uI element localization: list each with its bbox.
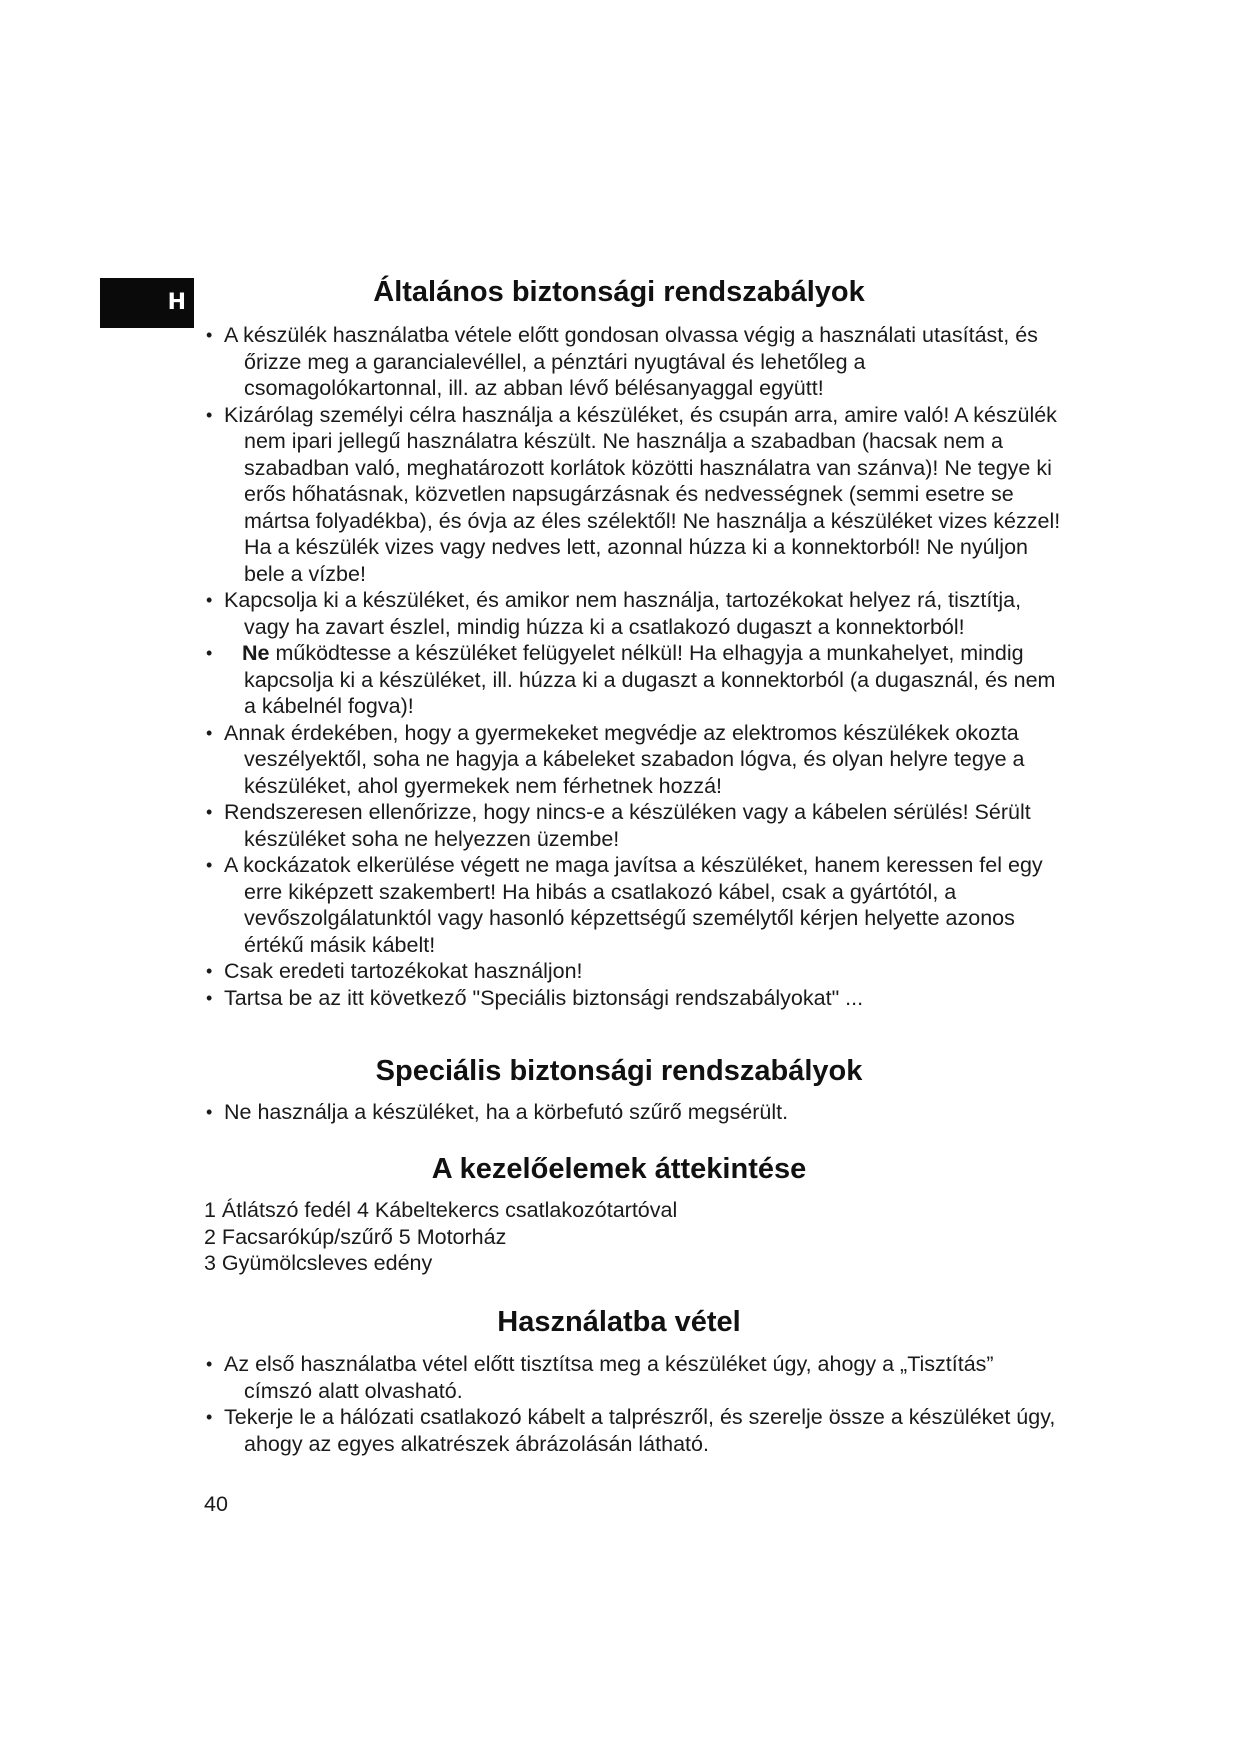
list-item: • Csak eredeti tartozékokat használjon! [204, 958, 1064, 985]
controls-line: 1 Átlátszó fedél 4 Kábeltekercs csatlakozótartóval [204, 1198, 678, 1222]
page-number: 40 [204, 1492, 228, 1516]
list-item-text: működtesse a készüléket felügyelet nélkül! Ha elhagyja a munkahelyet, mindig kapcsolja ki a készüléket, ill. húzza ki a dugaszt a konnektorból (a dugasznál, és nem a kábelnél fogva)! [244, 641, 1056, 718]
list-item: • A készülék használatba vétele előtt gondosan olvassa végig a használati utasítást, és őrizze meg a garancialevéllel, a pénztári nyugtával és lehetőleg a csomagolókartonnal, ill. az abban lévő bélésanyaggal együtt! [204, 322, 1064, 402]
controls-line: 3 Gyümölcsleves edény [204, 1251, 433, 1275]
list-item: • Annak érdekében, hogy a gyermekeket megvédje az elektromos készülékek okozta veszélyektől, soha ne hagyja a kábeleket szabadon lógva, és olyan helyre tegye a készüléket, ahol gyermekek nem férhetnek hozzá! [204, 720, 1064, 800]
list-item: • Ne használja a készüléket, ha a körbefutó szűrő megsérült. [204, 1099, 1064, 1126]
section-title-special: Speciális biztonsági rendszabályok [375, 1055, 863, 1087]
general-safety-list [204, 322, 1064, 1011]
list-item: • Kizárólag személyi célra használja a készüléket, és csupán arra, amire való! A készülék nem ipari jellegű használatra készült. Ne használja a szabadban (hacsak nem a szabadban való, meghatározott korlátok közötti használatra van szánva)! Ne tegye ki erős hőhatásnak, közvetlen napsugárzásnak és nedvességnek (semmi esetre se mártsa folyadékba), és óvja az éles szélektől! Ne használja a készüléket vizes kézzel! Ha a készülék vizes vagy nedves lett, azonnal húzza ki a konnektorból! Ne nyúljon bele a vízbe! [204, 402, 1064, 588]
emphasis-ne: Ne [242, 641, 270, 665]
list-item: • Rendszeresen ellenőrizze, hogy nincs-e a készüléken vagy a kábelen sérülés! Sérült készüléket soha ne helyezzen üzembe! [204, 799, 1064, 852]
list-item: • Az első használatba vétel előtt tisztítsa meg a készüléket úgy, ahogy a „Tisztítás” címszó alatt olvasható. [204, 1351, 1064, 1404]
language-tab: H [100, 278, 194, 328]
controls-line: 2 Facsarókúp/szűrő 5 Motorház [204, 1224, 507, 1249]
controls-list [204, 1197, 1064, 1277]
special-safety-list [204, 1099, 1064, 1126]
usage-list [204, 1351, 1064, 1457]
section-title-general: Általános biztonsági rendszabályok [373, 276, 865, 308]
list-item: • Tartsa be az itt következő "Speciális biztonsági rendszabályokat" ... [204, 985, 1064, 1012]
section-title-controls: A kezelőelemek áttekintése [431, 1153, 807, 1185]
list-item: • A kockázatok elkerülése végett ne maga javítsa a készüléket, hanem keressen fel egy erre kiképzett szakembert! Ha hibás a csatlakozó kábel, csak a gyártótól, a vevőszolgálatunktól vagy hasonló képzettségű személytől kérjen helyette azonos értékű másik kábelt! [204, 852, 1064, 958]
list-item [204, 640, 1064, 720]
list-item: • Kapcsolja ki a készüléket, és amikor nem használja, tartozékokat helyez rá, tisztítja, vagy ha zavart észlel, mindig húzza ki a csatlakozó dugaszt a konnektorból! [204, 587, 1064, 640]
section-title-usage: Használatba vétel [497, 1306, 741, 1338]
list-item: • Tekerje le a hálózati csatlakozó kábelt a talprészről, és szerelje össze a készüléket úgy, ahogy az egyes alkatrészek ábrázolásán látható. [204, 1404, 1064, 1457]
